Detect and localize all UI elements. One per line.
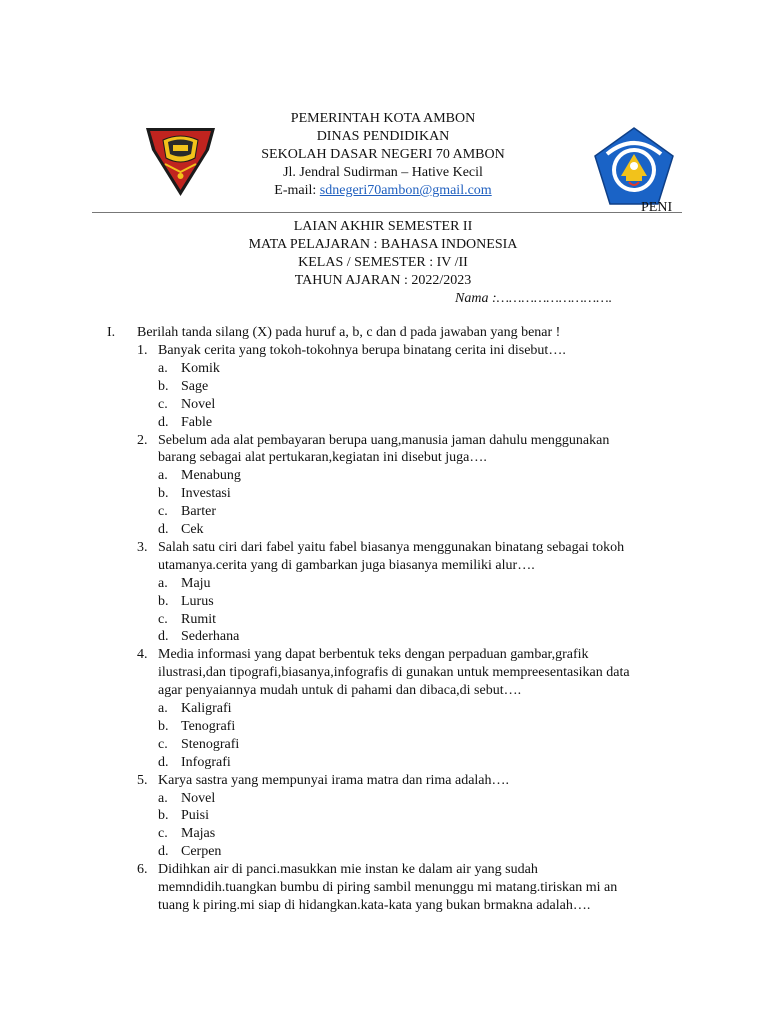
question-text: tuang k piring.mi siap di hidangkan.kata-kata yang bukan brmakna adalah…. <box>158 897 591 913</box>
option-letter[interactable]: c. <box>158 611 168 627</box>
exam-year: TAHUN AJARAN : 2022/2023 <box>294 273 472 288</box>
option-letter[interactable]: b. <box>158 486 169 502</box>
school-address: Jl. Jendral Sudirman – Hative Kecil <box>283 165 483 180</box>
header-divider <box>92 212 682 213</box>
option-letter[interactable]: b. <box>158 718 169 734</box>
question-text: utamanya.cerita yang di gambarkan juga biasanya memiliki alur…. <box>158 557 535 573</box>
question-number: 5. <box>137 772 148 788</box>
exam-title: LAIAN AKHIR SEMESTER II <box>293 219 473 234</box>
question-text: agar penyaiannya mudah untuk di pahami dan dibaca,di sebut…. <box>158 683 522 699</box>
option-text: Sederhana <box>181 629 240 645</box>
email-label: E-mail: <box>274 183 320 198</box>
option-letter[interactable]: c. <box>158 504 168 520</box>
option-letter[interactable]: d. <box>158 414 169 430</box>
option-text: Puisi <box>181 808 210 824</box>
option-letter[interactable]: b. <box>158 808 169 824</box>
section-number: I. <box>107 325 116 340</box>
option-text: Komik <box>181 360 220 376</box>
option-letter[interactable]: d. <box>158 754 169 770</box>
option-letter[interactable]: d. <box>158 844 169 860</box>
government-name: PEMERINTAH KOTA AMBON <box>290 111 476 126</box>
option-text: Novel <box>181 790 216 806</box>
option-letter[interactable]: c. <box>158 736 168 752</box>
option-text: Barter <box>181 504 216 520</box>
question-text: Didihkan air di panci.masukkan mie instan ke dalam air yang sudah <box>158 862 538 878</box>
option-letter[interactable]: a. <box>158 468 168 484</box>
question-text: barang sebagai alat pertukaran,kegiatan ini disebut juga…. <box>158 450 487 466</box>
option-text: Infografi <box>181 754 231 770</box>
question-number: 2. <box>137 432 148 448</box>
exam-class-semester: KELAS / SEMESTER : IV /II <box>298 255 468 270</box>
option-letter[interactable]: a. <box>158 701 168 716</box>
email-link[interactable]: sdnegeri70ambon@gmail.com <box>319 183 492 198</box>
section-instruction: Berilah tanda silang (X) pada huruf a, b, c dan d pada jawaban yang benar ! <box>137 325 561 340</box>
question-number: 1. <box>137 343 148 358</box>
option-text: Rumit <box>181 611 217 627</box>
question-number: 3. <box>137 539 148 555</box>
question-number: 4. <box>137 647 148 663</box>
option-text: Fable <box>181 414 213 430</box>
question-text: Sebelum ada alat pembayaran berupa uang,manusia jaman dahulu menggunakan <box>158 432 610 448</box>
question-text: Media informasi yang dapat berbentuk teks dengan perpaduan gambar,grafik <box>158 647 589 663</box>
option-text: Stenografi <box>181 736 240 752</box>
question-text: Banyak cerita yang tokoh-tokohnya berupa binatang cerita ini disebut…. <box>158 343 566 358</box>
student-name-field[interactable]: Nama :………………………. <box>455 291 613 306</box>
option-letter[interactable]: c. <box>158 396 168 412</box>
question-text: Karya sastra yang mempunyai irama matra dan rima adalah…. <box>158 772 510 788</box>
option-letter[interactable]: a. <box>158 575 168 591</box>
question-number: 6. <box>137 862 148 878</box>
department-name: DINAS PENDIDIKAN <box>316 129 450 144</box>
school-email-line <box>0 183 767 199</box>
school-name: SEKOLAH DASAR NEGERI 70 AMBON <box>261 147 505 162</box>
option-letter[interactable]: b. <box>158 378 169 394</box>
option-text: Cerpen <box>181 844 222 860</box>
option-text: Kaligrafi <box>181 701 232 716</box>
header-right-fragment: PENI <box>641 200 673 215</box>
option-letter[interactable]: d. <box>158 629 169 645</box>
option-text: Lurus <box>181 593 214 609</box>
question-text: Salah satu ciri dari fabel yaitu fabel biasanya menggunakan binatang sebagai tokoh <box>158 539 625 555</box>
option-text: Tenografi <box>181 718 236 734</box>
option-letter[interactable]: b. <box>158 593 169 609</box>
option-letter[interactable]: d. <box>158 522 169 537</box>
question-text: ilustrasi,dan tipografi,biasanya,infografis di gunakan untuk mempreesentasikan data <box>158 665 630 681</box>
option-text: Novel <box>181 396 216 412</box>
option-text: Menabung <box>181 468 241 484</box>
option-text: Cek <box>181 522 204 537</box>
option-text: Maju <box>181 575 211 591</box>
option-letter[interactable]: a. <box>158 790 168 806</box>
option-letter[interactable]: a. <box>158 360 168 376</box>
option-letter[interactable]: c. <box>158 826 168 842</box>
option-text: Sage <box>181 378 209 394</box>
option-text: Majas <box>181 826 216 842</box>
exam-subject: MATA PELAJARAN : BAHASA INDONESIA <box>248 237 518 252</box>
question-text: memndidih.tuangkan bumbu di piring sambil menunggu mi matang.tiriskan mi an <box>158 880 618 895</box>
option-text: Investasi <box>181 486 231 502</box>
